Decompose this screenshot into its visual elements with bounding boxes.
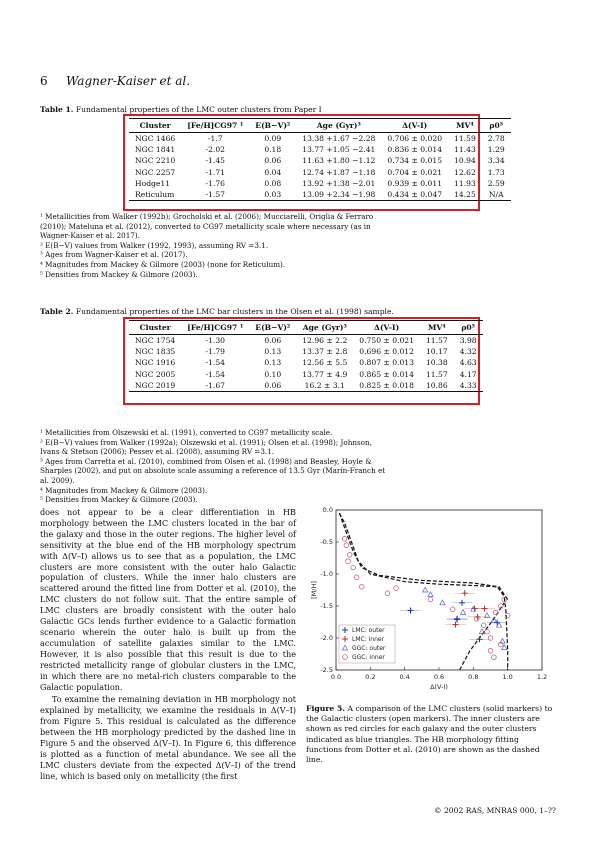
page-number: 6 (40, 74, 48, 88)
table-cell: 0.939 ± 0.011 (387, 178, 443, 188)
table-row (129, 178, 511, 189)
table-cell: 3.98 (459, 336, 477, 345)
table-cell: -1.30 (205, 336, 226, 345)
table-cell: 13.92 +1.38 −2.01 (302, 178, 376, 188)
x-tick-label: 1.2 (536, 673, 548, 681)
table-footnote: ³ Ages from Carretta et al. (2010), combined from Olsen et al. (1998) and Beasley, Hoyle & Sharples (2002), and put on absolute scale assuming a reference of 13.5 Gyr (Marín-Franch et al. 2009). (40, 456, 386, 485)
table-footnote: ⁴ Magnitudes from Mackey & Gilmore (2003). (40, 485, 208, 495)
table-cell: 11.43 (454, 145, 476, 155)
x-tick-label: 0.2 (365, 673, 376, 681)
table-cell: -1.54 (205, 358, 226, 368)
table-cell: NGC 2257 (135, 167, 176, 177)
table-cell: NGC 1754 (135, 336, 176, 345)
table-cell: 4.32 (459, 347, 477, 357)
table-cell: 12.74 +1.87 −1.18 (302, 167, 376, 177)
table-cell: NGC 1466 (135, 134, 176, 143)
table-cell: 11.63 +1.80 −1.12 (302, 156, 376, 166)
x-axis-label: Δ(V-I) (430, 683, 448, 691)
table-cell: 0.06 (264, 336, 282, 345)
table1 (129, 118, 511, 201)
table-cell: 1.29 (487, 145, 505, 155)
data-point (492, 655, 497, 660)
table-cell: 12.62 (454, 167, 476, 177)
table-footnote: ¹ Metallicities from Walker (1992b); Grocholski et al. (2006); Mucciarelli, Origlia & Ferraro (2010); Mateluna et al. (2012), converted to CG97 metallicity scale where necessary (as in Wagner-Kaiser et al. 2017). (40, 212, 374, 241)
table-cell: 4.17 (459, 369, 477, 379)
table-cell: -1.79 (205, 347, 226, 357)
data-point (342, 537, 347, 542)
running-header (40, 74, 190, 88)
x-tick-label: 0.6 (433, 673, 445, 681)
table-row (129, 346, 483, 357)
y-tick-label: -2.0 (320, 634, 333, 642)
table-cell: 16.2 ± 3.1 (296, 380, 353, 392)
x-tick-label: 0.8 (468, 673, 479, 681)
column-header: Δ(V-I) (381, 119, 448, 133)
data-point (460, 610, 465, 615)
data-point (499, 642, 504, 647)
table1-caption (40, 105, 322, 114)
body-text (40, 507, 296, 782)
table-cell: -1.54 (205, 369, 226, 379)
data-point (488, 649, 493, 654)
data-point (359, 585, 364, 590)
table-footnote: ⁴ Magnitudes from Mackey & Gilmore (2003) (none for Reticulum). (40, 259, 286, 269)
table-cell: -1.7 (207, 134, 223, 143)
y-tick-label: -0.5 (320, 538, 333, 546)
table-cell: 13.37 ± 2.8 (302, 347, 348, 357)
table-cell: 13.38 +1.67 −2.28 (302, 134, 376, 143)
table-cell: -1.67 (181, 380, 249, 392)
data-point (450, 607, 455, 612)
table-cell: 13.09 +2.34 −1.98 (296, 189, 381, 201)
figure5-chart (306, 504, 556, 694)
legend-label: GGC: outer (352, 645, 386, 653)
running-authors: Wagner-Kaiser et al. (66, 74, 191, 88)
table-cell: 4.63 (459, 358, 477, 368)
table-cell: 13.77 ± 4.9 (302, 369, 348, 379)
table-footnote: ³ Ages from Wagner-Kaiser et al. (2017). (40, 250, 188, 260)
table-cell: 0.696 ± 0.012 (359, 347, 414, 357)
data-point (385, 591, 390, 596)
table-cell: 0.18 (264, 145, 282, 155)
table1-label: Table 1. (40, 105, 74, 114)
column-header: E(B−V)² (249, 119, 296, 133)
column-header: ρ0⁵ (454, 321, 483, 335)
column-header: Cluster (129, 119, 181, 133)
table-cell: 11.57 (425, 369, 448, 379)
table-cell: Reticulum (129, 189, 181, 201)
table-cell: 0.825 ± 0.018 (353, 380, 420, 392)
column-header: Δ(V-I) (353, 321, 420, 335)
column-header: [Fe/H]CG97 ¹ (181, 321, 249, 335)
table-row (129, 189, 511, 201)
table-cell: 0.06 (264, 156, 282, 166)
table-cell: 0.13 (264, 347, 282, 357)
table1-notes (40, 212, 392, 279)
legend-label: LMC: outer (352, 627, 385, 635)
table-row (129, 335, 483, 347)
table2 (129, 320, 483, 392)
table-cell: 0.06 (249, 380, 296, 392)
data-point (347, 553, 352, 558)
column-header: ρ0⁵ (482, 119, 511, 133)
body-paragraph-2: To examine the remaining deviation in HB morphology not explained by metallicity, we examine the residuals in Δ(V–I) from Figure 5. This residual is calculated as the difference between the HB morphology predicted by the dashed line in Figure 5 and the observed Δ(V–I). In Figure 6, this difference is plotted as a function of metal abundance. We see all the LMC clusters deviate from the expected Δ(V–I) of the trend line, which is based only on metallicity (the first (40, 694, 296, 781)
table-cell: 0.08 (264, 178, 282, 188)
table-row (129, 155, 511, 166)
table-row (129, 380, 483, 392)
x-tick-label: 0.0 (330, 673, 342, 681)
table-cell: 0.706 ± 0.020 (387, 134, 443, 143)
table-cell: NGC 1835 (135, 347, 176, 357)
table-row (129, 133, 511, 145)
table-cell: 0.865 ± 0.014 (359, 369, 414, 379)
table-cell: 4.33 (454, 380, 483, 392)
table-cell: NGC 1916 (135, 358, 176, 368)
table-row (129, 167, 511, 178)
table-cell: 0.750 ± 0.021 (359, 336, 414, 345)
table-row (129, 369, 483, 380)
table-cell: 0.10 (264, 369, 282, 379)
data-point (481, 623, 486, 628)
table-cell: 11.57 (425, 336, 448, 345)
table-row (129, 357, 483, 368)
data-point (354, 575, 359, 580)
legend-label: LMC: inner (352, 636, 385, 644)
table-footnote: ² E(B−V) values from Walker (1992, 1993), assuming RV =3.1. (40, 240, 269, 250)
table-footnote: ¹ Metallicities from Olszewski et al. (1991), converted to CG97 metallicity scale. (40, 428, 333, 437)
figure5-caption (306, 704, 556, 765)
figure5-label: Figure 5. (306, 704, 345, 713)
table-cell: 0.836 ± 0.014 (387, 145, 443, 155)
table-cell: 3.34 (487, 156, 505, 166)
table-cell: 12.56 ± 5.5 (302, 358, 348, 368)
table1-caption-text: Fundamental properties of the LMC outer clusters from Paper I (75, 105, 322, 114)
table2-label: Table 2. (40, 307, 74, 316)
data-point (346, 559, 351, 564)
table-cell: NGC 1841 (135, 145, 176, 155)
table-cell: 10.38 (425, 358, 448, 368)
table-cell: 0.434 ± 0.047 (381, 189, 448, 201)
data-point (344, 543, 349, 548)
y-axis-label: [M/H] (310, 581, 318, 599)
dotter-trend-line (460, 603, 505, 670)
page-footer: © 2002 RAS, MNRAS 000, 1–?? (433, 806, 556, 815)
table2-notes (40, 428, 392, 505)
table-footnote: ² E(B−V) values from Walker (1992a); Olszewski et al. (1991); Olsen et al. (1998); Johnson, Ivans & Stetson (2006); Pessev et al. (2008), assuming RV =3.1. (40, 437, 372, 457)
table-cell: 10.94 (454, 156, 476, 166)
table-cell: 14.25 (448, 189, 482, 201)
column-header: Age (Gyr)³ (296, 321, 353, 335)
table-row (129, 144, 511, 155)
y-tick-label: 0.0 (322, 506, 333, 514)
table-cell: -1.57 (181, 189, 249, 201)
table2-caption (40, 307, 394, 316)
data-point (493, 610, 498, 615)
table-cell: 11.93 (454, 178, 476, 188)
figure5-caption-text: A comparison of the LMC clusters (solid markers) to the Galactic clusters (open markers). The inner clusters are shown as red circles for each galaxy and the outer clusters indicated as blue triangles. The HB morphology fitting functions from Dotter et al. (2010) are shown as the dashed line. (306, 704, 553, 765)
column-header: Age (Gyr)³ (296, 119, 381, 133)
table-cell: 0.13 (264, 358, 282, 368)
table-cell: -1.76 (205, 178, 226, 188)
y-tick-label: -1.5 (320, 602, 333, 610)
table-cell: NGC 2005 (135, 369, 176, 379)
dotter-trend-line (339, 513, 507, 599)
table-cell: 0.03 (249, 189, 296, 201)
data-point (428, 597, 433, 602)
table-cell: 0.09 (264, 134, 282, 143)
legend-label: GGC: inner (352, 654, 385, 662)
x-tick-label: 0.4 (399, 673, 410, 681)
x-tick-label: 1.0 (502, 673, 513, 681)
table-cell: NGC 2019 (129, 380, 181, 392)
y-tick-label: -1.0 (320, 570, 333, 578)
data-point (440, 600, 445, 605)
table-cell: 10.17 (425, 347, 448, 357)
column-header: Cluster (129, 321, 181, 335)
table2-caption-text: Fundamental properties of the LMC bar clusters in the Olsen et al. (1998) sample. (75, 307, 394, 316)
column-header: MV⁴ (420, 321, 454, 335)
table-cell: -1.45 (205, 156, 226, 166)
table-footnote: ⁵ Densities from Mackey & Gilmore (2003). (40, 269, 198, 279)
table-cell: Hodge11 (135, 178, 171, 188)
table-cell: 11.59 (454, 134, 476, 143)
data-point (485, 629, 490, 634)
data-point (423, 587, 428, 592)
column-header: MV⁴ (448, 119, 482, 133)
table-cell: NGC 2210 (135, 156, 176, 166)
table-cell: 2.78 (487, 134, 505, 143)
column-header: [Fe/H]CG97 ¹ (181, 119, 249, 133)
table-cell: 10.86 (420, 380, 454, 392)
table-cell: 0.734 ± 0.015 (387, 156, 443, 166)
y-tick-label: -2.5 (320, 666, 333, 674)
table-cell: N/A (482, 189, 511, 201)
body-paragraph-1: does not appear to be a clear differentiation in HB morphology between the LMC clusters located in the bar of the galaxy and those in the outer regions. The higher level of sensitivity at the blue end of the HB morphology spectrum with Δ(V–I) allows us to see that as a population, the LMC clusters are more consistent with the outer halo Galactic population of clusters. While the inner halo clusters are scattered around the fitted line from Dotter et al. (2010), the LMC clusters do not follow suit. That the entire sample of LMC clusters are broadly consistent with the outer halo Galactic GCs lends further evidence to a Galactic formation scenario wherein the outer halo is built up from the accumulation of satellite galaxies similar to the LMC. However, it is also possible that this result is due to the restricted metallicity range of globular clusters in the LMC, in which there are no metal-rich clusters comparable to the Galactic population. (40, 507, 296, 692)
table-cell: 2.59 (487, 178, 505, 188)
data-point (428, 592, 433, 597)
data-point (351, 565, 356, 570)
table-footnote: ⁵ Densities from Mackey & Gilmore (2003). (40, 495, 198, 505)
column-header: E(B−V)² (249, 321, 296, 335)
table-cell: 12.96 ± 2.2 (302, 336, 348, 345)
table-cell: 0.704 ± 0.021 (387, 167, 443, 177)
table-cell: 0.04 (264, 167, 282, 177)
data-point (394, 586, 399, 591)
table-cell: -1.71 (205, 167, 226, 177)
data-point (479, 629, 484, 634)
table-cell: 13.77 +1.05 −2.41 (302, 145, 376, 155)
table-cell: -2.02 (205, 145, 226, 155)
table-cell: 1.73 (487, 167, 505, 177)
table-cell: 0.807 ± 0.013 (359, 358, 414, 368)
data-point (488, 636, 493, 641)
